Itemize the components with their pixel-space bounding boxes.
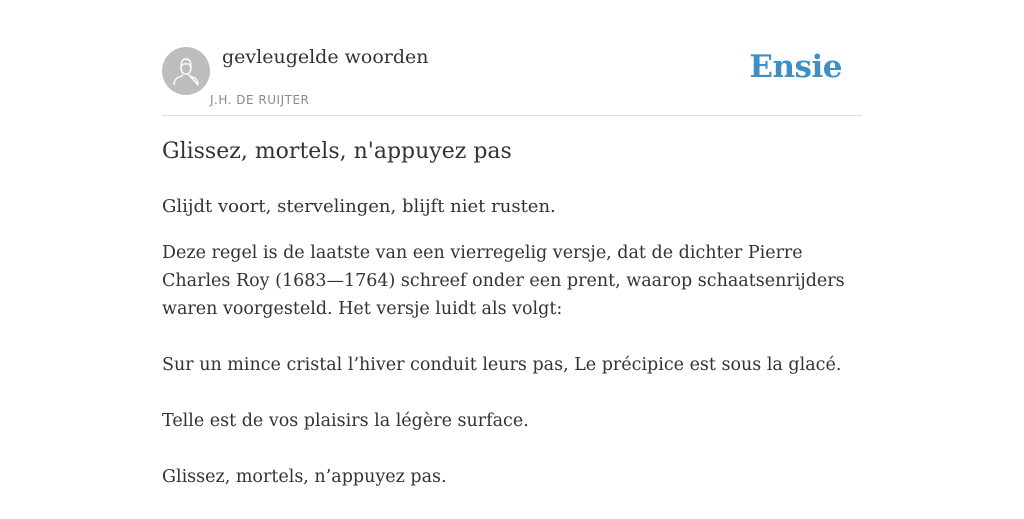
author-name[interactable]: J.H. DE RUIJTER [210,93,310,107]
poem-line: Glissez, mortels, n’appuyez pas. [162,467,447,487]
user-silhouette-icon [162,47,210,95]
ensie-logo[interactable]: Ensie [749,49,842,85]
avatar[interactable] [162,47,210,95]
entry-body [162,239,862,519]
poem-line: Sur un mince cristal l’hiver conduit leurs pas, Le précipice est sous la glacé. [162,355,842,375]
header [162,0,862,116]
entry-title: Glissez, mortels, n'appuyez pas [162,139,512,164]
body-paragraph: Deze regel is de laatste van een vierregelig versje, dat de dichter Pierre Charles Roy (1683—1764) schreef onder een prent, waarop schaatsenrijders waren voorgesteld. Het versje luidt als volgt: [162,243,845,319]
entry-translation: Glijdt voort, stervelingen, blijft niet rusten. [162,196,556,217]
book-title[interactable]: gevleugelde woorden [222,46,429,68]
page [162,0,862,512]
poem-line: Telle est de vos plaisirs la légère surface. [162,411,529,431]
